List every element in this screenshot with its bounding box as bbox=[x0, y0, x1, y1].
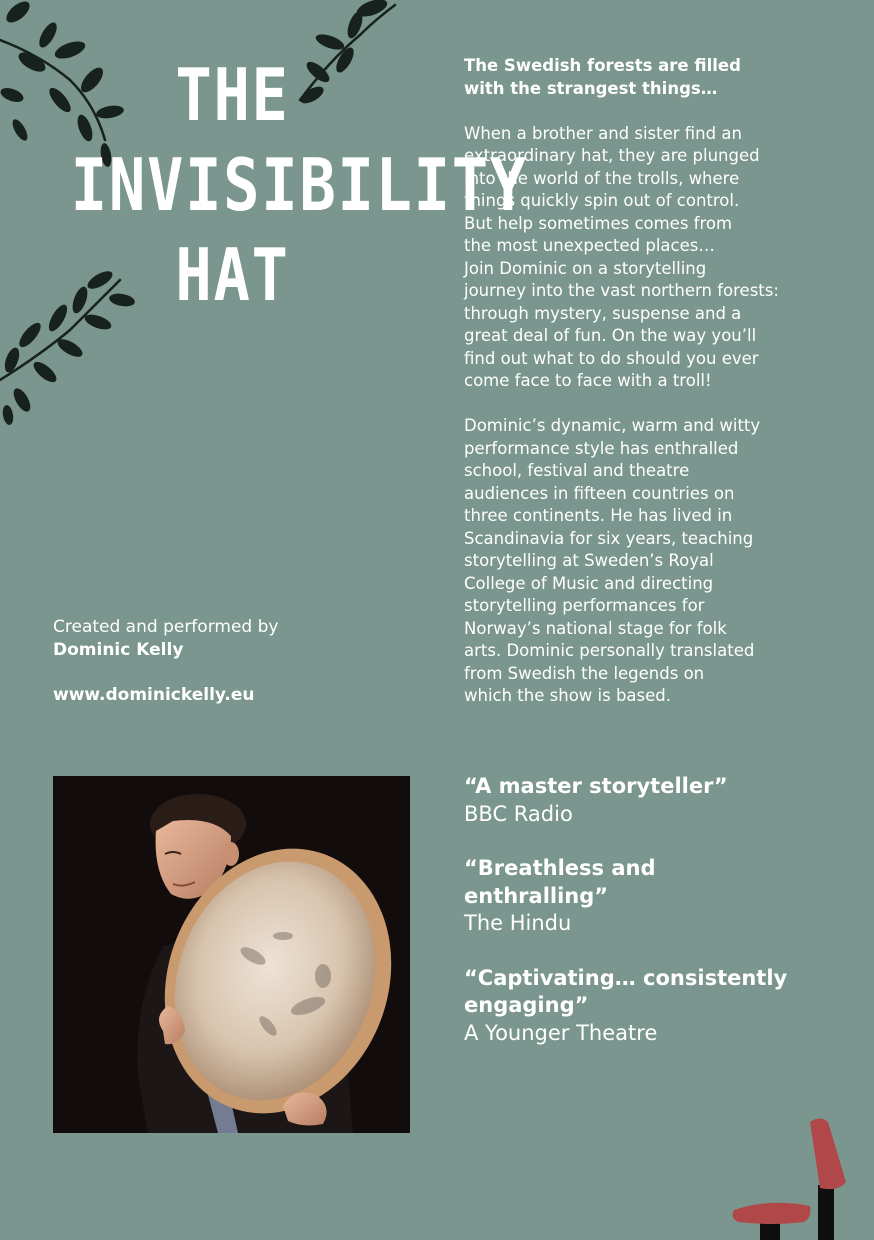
lead-line: with the strangest things… bbox=[464, 78, 718, 98]
quote-text bbox=[464, 773, 844, 801]
quote-line: “Breathless and bbox=[464, 856, 656, 880]
quote-line: “Captivating… consistently bbox=[464, 965, 788, 990]
synopsis-line: into the world of the trolls, where bbox=[464, 168, 740, 188]
description-column bbox=[464, 55, 844, 730]
synopsis-line: come face to face with a troll! bbox=[464, 371, 712, 390]
show-title bbox=[70, 50, 528, 320]
bio-line: from Swedish the legends on bbox=[464, 663, 705, 683]
performer-name: Dominic Kelly bbox=[53, 639, 184, 660]
quote-source: BBC Radio bbox=[464, 801, 573, 826]
bio-line: Scandinavia for six years, teaching bbox=[464, 528, 754, 548]
bio-line: audiences in fifteen countries on bbox=[464, 483, 735, 503]
synopsis-line: find out what to do should you ever bbox=[464, 348, 759, 368]
bio-line: arts. Dominic personally translated bbox=[464, 641, 755, 660]
performer-photo bbox=[53, 776, 410, 1133]
synopsis-line: through mystery, suspense and a bbox=[464, 303, 742, 323]
lead-paragraph bbox=[464, 55, 844, 100]
press-quote bbox=[464, 855, 844, 938]
quote-line: enthralling” bbox=[464, 883, 609, 908]
website-link[interactable]: www.dominickelly.eu bbox=[53, 684, 255, 705]
quote-line: “A master storyteller” bbox=[464, 774, 728, 798]
bio-line: school, festival and theatre bbox=[464, 461, 690, 480]
synopsis-line: extraordinary hat, they are plunged bbox=[464, 146, 760, 165]
synopsis-line: great deal of fun. On the way you’ll bbox=[464, 326, 757, 345]
title-line-1: THE bbox=[175, 53, 290, 137]
performer-with-frame-drum-photo bbox=[53, 776, 410, 1133]
synopsis-line: journey into the vast northern forests: bbox=[464, 281, 779, 300]
synopsis-paragraph bbox=[464, 123, 844, 393]
quote-line: engaging” bbox=[464, 993, 589, 1017]
quote-text bbox=[464, 855, 844, 910]
quote-source: A Younger Theatre bbox=[464, 1020, 658, 1045]
bio-line: storytelling performances for bbox=[464, 596, 705, 615]
bio-line: storytelling at Sweden’s Royal bbox=[464, 551, 714, 570]
press-quotes bbox=[464, 773, 844, 1074]
credits-label: Created and performed by bbox=[53, 617, 279, 637]
synopsis-line: But help sometimes comes from bbox=[464, 213, 733, 233]
press-quote bbox=[464, 965, 844, 1048]
mushroom-icon bbox=[720, 1100, 874, 1240]
title-line-3: HAT bbox=[175, 233, 290, 317]
synopsis-line: the most unexpected places… bbox=[464, 236, 715, 255]
bio-line: three continents. He has lived in bbox=[464, 506, 733, 525]
synopsis-line: When a brother and sister find an bbox=[464, 123, 742, 143]
bio-line: Dominic’s dynamic, warm and witty bbox=[464, 416, 761, 435]
synopsis-line: things quickly spin out of control. bbox=[464, 191, 740, 210]
title-line-2: INVISIBILITY bbox=[70, 143, 528, 227]
synopsis-line: Join Dominic on a storytelling bbox=[464, 258, 707, 278]
quote-source: The Hindu bbox=[464, 911, 572, 935]
bio-line: which the show is based. bbox=[464, 686, 671, 705]
press-quote bbox=[464, 773, 844, 828]
bio-line: College of Music and directing bbox=[464, 573, 714, 593]
lead-line: The Swedish forests are filled bbox=[464, 56, 741, 75]
credits-block bbox=[53, 616, 413, 706]
bio-line: performance style has enthralled bbox=[464, 438, 739, 458]
bio-paragraph bbox=[464, 415, 844, 708]
quote-text bbox=[464, 965, 844, 1020]
bio-line: Norway’s national stage for folk bbox=[464, 618, 727, 638]
